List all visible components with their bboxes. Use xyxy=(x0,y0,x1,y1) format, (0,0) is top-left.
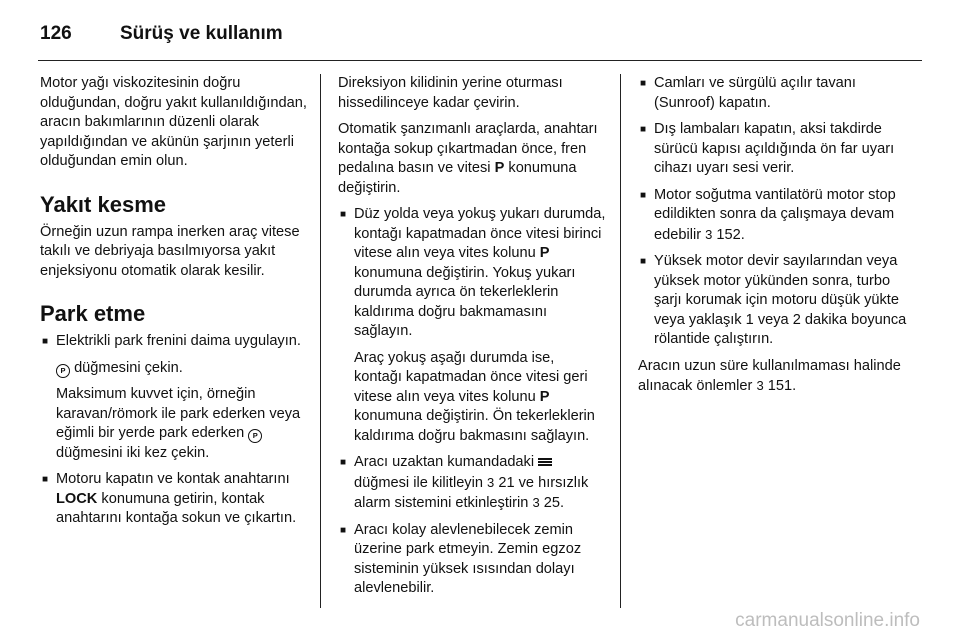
page-number: 126 xyxy=(40,23,72,44)
long-term-ref: 151. xyxy=(767,378,797,394)
parking-heading: Park etme xyxy=(40,301,146,326)
lights-bullet-text: Dış lambaları kapatın, aksi takdirde sürücü kapısı açıldığında ön far uyarı cihazı uyarı sesi verir. xyxy=(654,121,895,176)
long-term-paragraph xyxy=(638,357,910,397)
remote-lock-mid: düğmesi ile kilitleyin xyxy=(354,474,483,491)
page-header xyxy=(40,18,283,50)
remote-lock-bullet xyxy=(338,453,606,514)
fuel-cut-paragraph: Örneğin uzun rampa inerken araç vitese takılı ve debriyaja basılmıyorsa yakıt enjeksiyonu otomatik olarak kesilir. xyxy=(40,223,300,279)
parking-bullet-1-sub-1 xyxy=(40,359,308,379)
parking-bullet-1-sub-2-end: düğmesini iki kez çekin. xyxy=(56,444,210,461)
gear-p-label: P xyxy=(539,388,550,405)
gear-p-label: P xyxy=(539,245,550,261)
automatic-paragraph-pre: Otomatik şanzımanlı araçlarda, anahtarı kontağa sokup çıkartmadan önce, fren pedalına basın ve vitesi xyxy=(338,121,598,176)
windows-bullet-text: Camları ve sürgülü açılır tavanı (Sunroof) kapatın. xyxy=(654,75,856,111)
parking-bullet-2-post: konumuna getirin, kontak anahtarını kontağa sokun ve çıkartın. xyxy=(56,490,297,526)
parking-brake-icon: P xyxy=(248,429,262,443)
reference-arrow-icon: 3 xyxy=(756,378,764,393)
automatic-paragraph-post: konumuna değiştirin. xyxy=(338,160,577,196)
header-rule xyxy=(38,60,922,61)
fan-bullet-pre: Motor soğutma vantilatörü motor stop edildikten sonra da çalışmaya devam edebilir xyxy=(654,186,896,243)
column-3 xyxy=(638,74,910,404)
lock-button-icon xyxy=(538,457,552,466)
automatic-paragraph xyxy=(338,120,606,198)
reference-arrow-icon: 3 xyxy=(487,474,495,490)
column-1 xyxy=(40,74,308,536)
chapter-title: Sürüş ve kullanım xyxy=(120,23,283,44)
reference-arrow-icon: 3 xyxy=(532,495,540,510)
downhill-paragraph xyxy=(338,349,606,447)
parking-brake-icon: P xyxy=(56,364,70,378)
flammable-ground-text: Aracı kolay alevlenebilecek zemin üzerine park etmeyin. Zemin egzoz sisteminin yüksek ısısından dolayı alevlenebilir. xyxy=(354,521,582,596)
intro-paragraph: Motor yağı viskozitesinin doğru olduğundan, doğru yakıt kullanıldığından, aracın bakımlarının düzenli olarak yapıldığından ve akünün şarjının yeterli olduğundan emin olun. xyxy=(40,75,307,169)
steering-lock-paragraph: Direksiyon kilidinin yerine oturması hissedilinceye kadar çevirin. xyxy=(338,75,563,111)
turbo-bullet-text: Yüksek motor devir sayılarından veya yüksek motor yükünden sonra, turbo şarjı korumak için motoru düşük yükte veya yaklaşık 1 veya 2 dakika boyunca rölantide çalıştırın. xyxy=(654,253,907,347)
reference-arrow-icon: 3 xyxy=(705,226,713,242)
slope-bullet-post: konumuna değiştirin. Yokuş yukarı durumda ayrıca ön tekerleklerin kaldırıma doğru bakmamasını sağlayın. xyxy=(354,264,576,339)
turbo-bullet xyxy=(638,252,910,350)
column-divider-1 xyxy=(320,74,321,608)
remote-lock-ref2: 25. xyxy=(543,495,565,511)
parking-bullet-1-sub-1-text: düğmesini çekin. xyxy=(74,359,183,376)
lights-bullet xyxy=(638,120,910,179)
fan-bullet xyxy=(638,186,910,246)
slope-bullet-pre: Düz yolda veya yokuş yukarı durumda, kontağı kapatmadan önce vitesi birinci vitese alın veya vites kolunu xyxy=(354,206,606,261)
parking-bullet-1-text: Elektrikli park frenini daima uygulayın. xyxy=(56,333,301,349)
slope-bullet xyxy=(338,205,606,342)
fan-bullet-ref: 152. xyxy=(716,226,745,243)
parking-bullet-1 xyxy=(40,332,308,352)
flammable-ground-bullet xyxy=(338,521,606,599)
gear-p-label: P xyxy=(494,160,505,176)
windows-bullet xyxy=(638,74,910,113)
watermark: carmanualsonline.info xyxy=(735,610,920,631)
lock-position-label: LOCK xyxy=(56,490,98,507)
fuel-cut-heading: Yakıt kesme xyxy=(40,191,166,217)
long-term-pre: Aracın uzun süre kullanılmaması halinde alınacak önlemler xyxy=(638,357,901,394)
remote-lock-pre: Aracı uzaktan kumandadaki xyxy=(354,454,535,470)
downhill-post: konumuna değiştirin. Ön tekerleklerin kaldırıma doğru bakmasını sağlayın. xyxy=(354,408,595,444)
downhill-pre: Araç yokuş aşağı durumda ise, kontağı kapatmadan önce vitesi geri vitese alın veya vites kolunu xyxy=(354,349,588,405)
remote-lock-ref1: 21 ve hırsızlık alarm sistemini etkinleştirin xyxy=(354,474,589,511)
parking-bullet-1-sub-2-text: Maksimum kuvvet için, örneğin karavan/römork ile park ederken veya eğimli bir yerde park ederken xyxy=(56,386,301,441)
parking-bullet-1-sub-2 xyxy=(40,385,308,463)
column-divider-2 xyxy=(620,74,621,608)
column-2 xyxy=(338,74,606,606)
parking-bullet-2 xyxy=(40,470,308,529)
parking-bullet-2-pre: Motoru kapatın ve kontak anahtarını xyxy=(56,471,290,487)
